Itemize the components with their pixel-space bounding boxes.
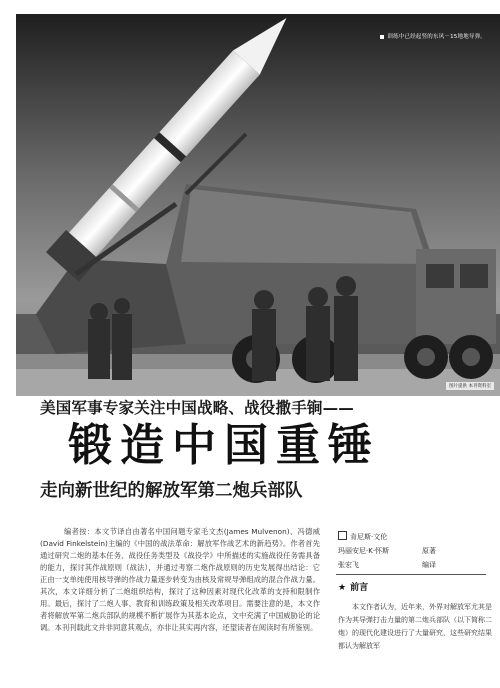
- photo-credit: 图片提供 本刊资料室: [446, 382, 494, 390]
- star-icon: ★: [338, 583, 347, 593]
- section-divider: [336, 574, 486, 575]
- missile-photo: [16, 14, 500, 396]
- section-heading: [338, 580, 368, 593]
- section-title: 前言: [350, 583, 369, 593]
- section-body: 本文作者认为，近年来，外界对解放军尤其是作为其导弹打击力量的第二炮兵部队（以下简称二炮）的现代化建设进行了大量研究，这些研究结果都认为解放军: [338, 603, 492, 650]
- author-role: 编译: [422, 561, 436, 569]
- author-role: 原著: [422, 547, 436, 555]
- author-block: [338, 530, 488, 572]
- author-name: 张宏飞: [338, 561, 359, 569]
- editor-note: 编者按：本文节译自由著名中国问题专家毛文杰(James Mulvenon)、冯德威(David Finkelstein)主编的《中国的战法革命：解放军作战艺术的新趋势》。作者首先通过研究二炮的基本任务、战役任务类型及《战役学》中所描述的实施战役任务需具备的能力，探讨其作战原则（战法），并通过考察二炮作战原则的历史发展得出结论：它正由一支单纯使用核导弹的作战力量逐步转变为由核及常规导弹组成的混合作战力量。其次，本文详细分析了二炮组织结构，探讨了这种因素对现代化改革的支持和限制作用。最后，探讨了二炮人事、教育和训练政策及相关改革项目。需要注意的是，本文作者将解放军第二炮兵部队的规模不断扩展作为其基本论点，文中充满了中国威胁论的论调。本刊刊载此文并非同意其观点，亦非让其实再内容，还望读者在阅读时有所鉴别。: [40, 527, 320, 632]
- square-outline-icon: [338, 531, 347, 540]
- author-row: [338, 558, 488, 572]
- square-bullet-icon: [380, 35, 384, 39]
- photo-caption-text: 训练中已经起竖的东风－15地地导弹。: [387, 34, 486, 40]
- article-subhead: 走向新世纪的解放军第二炮兵部队: [40, 481, 303, 501]
- author-row: [338, 544, 488, 558]
- author-name: 肯尼斯·文伦: [338, 530, 422, 544]
- photo-caption: [380, 32, 486, 40]
- article-kicker: 美国军事专家关注中国战略、战役撒手锏——: [40, 399, 355, 417]
- article-headline: 锻造中国重锤: [68, 420, 380, 471]
- author-row: [338, 530, 488, 544]
- missile-launcher-illustration: [16, 14, 500, 396]
- author-name: 玛丽安尼·K·怀斯: [338, 547, 390, 555]
